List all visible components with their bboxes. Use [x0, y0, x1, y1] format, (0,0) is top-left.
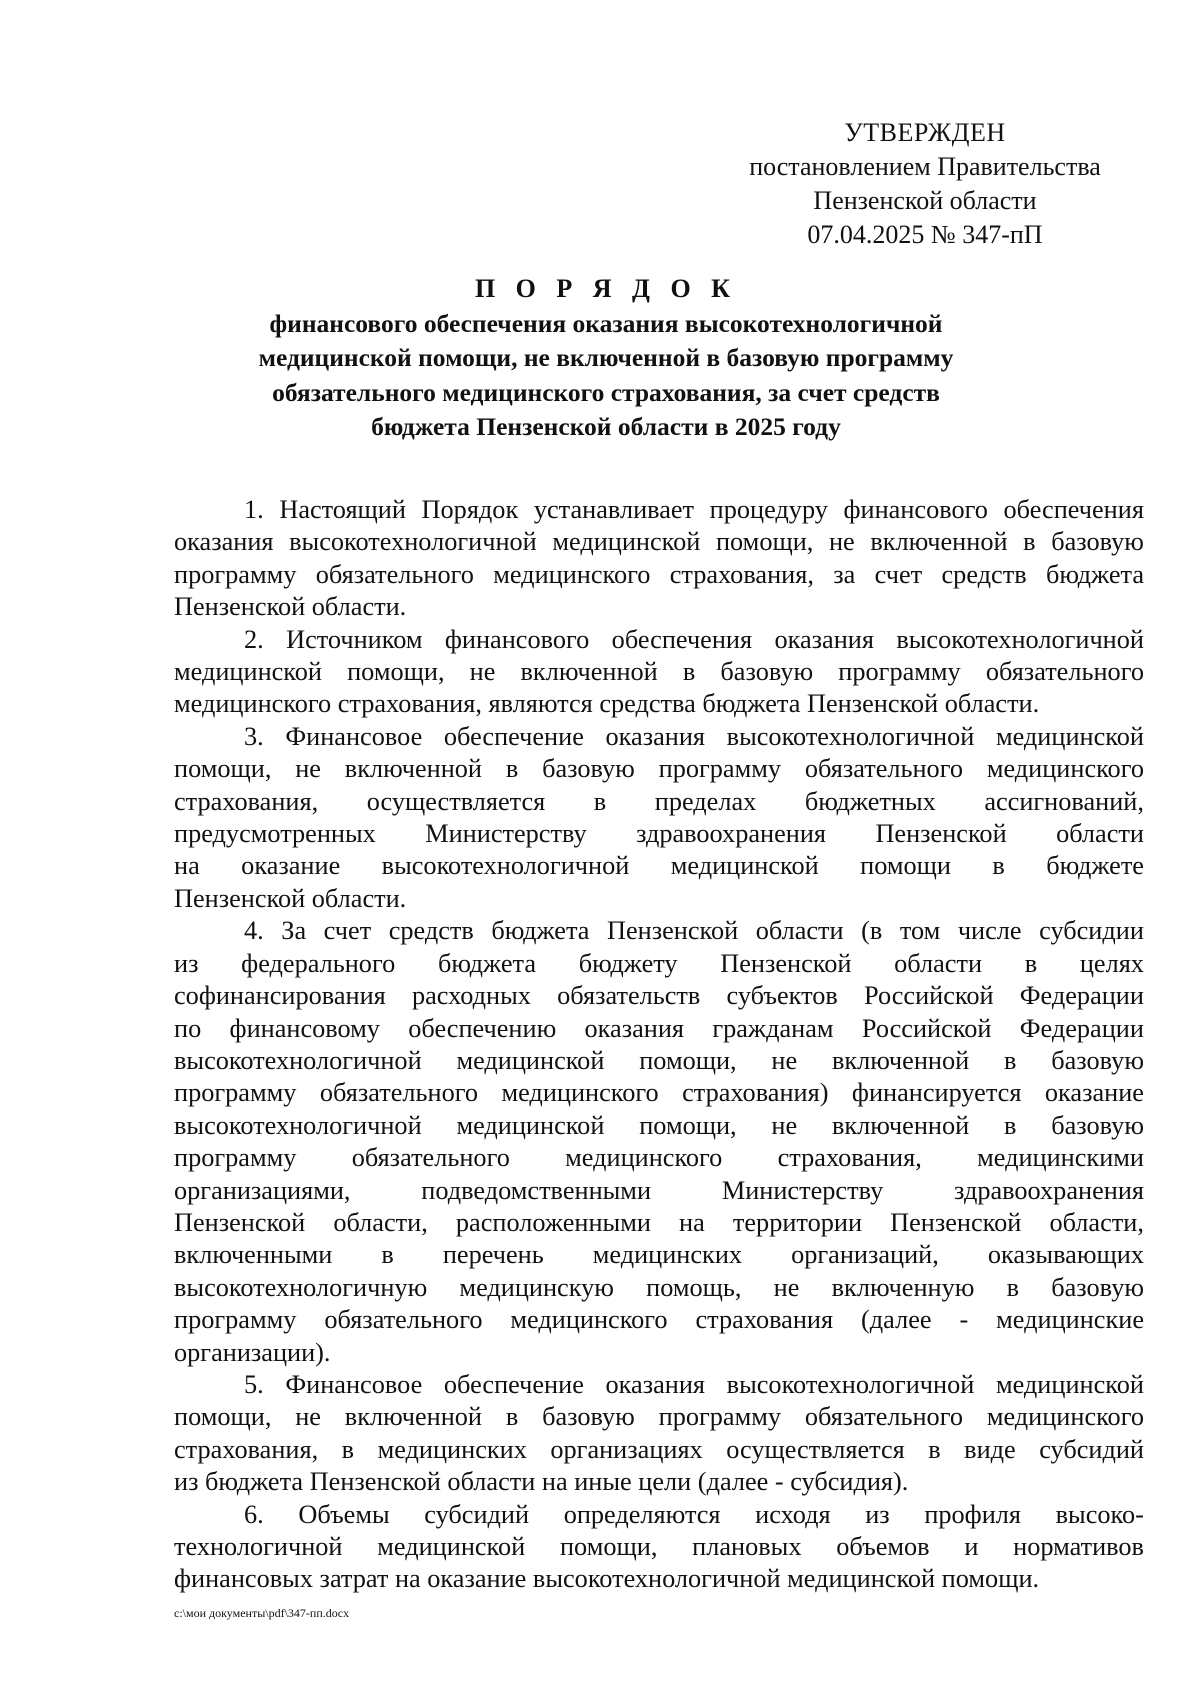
paragraph-line: 5. Финансовое обеспечение оказания высокотехнологичной медицинской: [244, 1369, 1144, 1399]
paragraph-line: помощи, не включенной в базовую программу обязательного медицинского: [174, 754, 1144, 784]
paragraph-line: страхования, осуществляется в пределах бюджетных ассигнований,: [174, 786, 1144, 816]
paragraph-line: оказания высокотехнологичной медицинской помощи, не включенной в базовую: [174, 527, 1144, 557]
paragraph: [174, 1369, 1144, 1499]
paragraph-line: 1. Настоящий Порядок устанавливает процедуру финансового обеспечения: [244, 495, 1144, 524]
paragraph: [174, 494, 1144, 624]
paragraph-line: предусмотренных Министерству здравоохранения Пензенской области: [174, 819, 1144, 849]
paragraph-line: медицинского страхования, являются средства бюджета Пензенской области.: [174, 689, 1040, 719]
paragraph-line: из бюджета Пензенской области на иные цели (далее - субсидия).: [174, 1467, 909, 1497]
paragraph-line: 2. Источником финансового обеспечения оказания высокотехнологичной: [244, 624, 1144, 654]
paragraph-line: медицинской помощи, не включенной в базовую программу обязательного: [174, 657, 1144, 687]
paragraph-line: высокотехнологичной медицинской помощи, не включенной в базовую: [174, 1045, 1144, 1075]
paragraph-line: программу обязательного медицинского страхования (далее - медицинские: [174, 1305, 1144, 1335]
paragraph-line: технологичной медицинской помощи, плановых объемов и нормативов: [174, 1532, 1144, 1561]
paragraph: [174, 1499, 1144, 1596]
approval-stamp: [740, 116, 1110, 252]
title-line: обязательного медицинского страхования, за счет средств: [272, 377, 940, 407]
paragraph-line: из федерального бюджета бюджету Пензенской области в целях: [174, 948, 1144, 978]
paragraph: [174, 721, 1144, 915]
paragraph-line: программу обязательного медицинского страхования) финансируется оказание: [174, 1078, 1144, 1108]
paragraph-line: 4. За счет средств бюджета Пензенской области (в том числе субсидии: [244, 916, 1144, 946]
paragraph-line: финансовых затрат на оказание высокотехнологичной медицинской помощи.: [174, 1564, 1040, 1594]
title-line: финансового обеспечения оказания высокотехнологичной: [269, 308, 943, 338]
paragraph-line: программу обязательного медицинского страхования, за счет средств бюджета: [174, 559, 1144, 589]
paragraph-line: высокотехнологичной медицинской помощи, не включенной в базовую: [174, 1110, 1144, 1140]
paragraph: [174, 915, 1144, 1369]
title-heading: П О Р Я Д О К: [474, 274, 738, 303]
approval-line: постановлением Правительства: [749, 152, 1101, 181]
approval-date-number: 07.04.2025 № 347-пП: [807, 220, 1043, 249]
paragraph-line: страхования, в медицинских организациях осуществляется в виде субсидий: [174, 1434, 1144, 1464]
paragraph-line: программу обязательного медицинского страхования, медицинскими: [174, 1143, 1144, 1173]
paragraph-line: по финансовому обеспечению оказания гражданам Российской Федерации: [174, 1013, 1144, 1043]
paragraph-line: софинансирования расходных обязательств субъектов Российской Федерации: [174, 981, 1144, 1011]
paragraph: [174, 624, 1144, 721]
paragraph-line: на оказание высокотехнологичной медицинской помощи в бюджете: [174, 851, 1144, 881]
paragraph-line: организациями, подведомственными Министерству здравоохранения: [174, 1175, 1144, 1205]
approval-heading: УТВЕРЖДЕН: [844, 118, 1006, 147]
paragraph-line: Пензенской области.: [174, 883, 407, 913]
paragraph-line: высокотехнологичную медицинскую помощь, не включенную в базовую: [174, 1272, 1144, 1302]
paragraph-line: организации).: [174, 1337, 331, 1367]
paragraph-line: включенными в перечень медицинских организаций, оказывающих: [174, 1240, 1144, 1270]
paragraph-line: 3. Финансовое обеспечение оказания высокотехнологичной медицинской: [244, 721, 1144, 751]
document-body: [174, 494, 1144, 1596]
paragraph-line: Пензенской области, расположенными на территории Пензенской области,: [174, 1207, 1144, 1237]
document-title: [180, 272, 1032, 445]
file-path-footer: c:\мои документы\pdf\347-пп.docx: [174, 1606, 350, 1620]
title-line: медицинской помощи, не включенной в базовую программу: [258, 343, 954, 372]
paragraph-line: 6. Объемы субсидий определяются исходя из профиля высоко-: [244, 1499, 1144, 1529]
title-line: бюджета Пензенской области в 2025 году: [371, 412, 841, 441]
paragraph-line: помощи, не включенной в базовую программу обязательного медицинского: [174, 1402, 1144, 1432]
approval-line: Пензенской области: [813, 186, 1037, 215]
paragraph-line: Пензенской области.: [174, 592, 407, 622]
